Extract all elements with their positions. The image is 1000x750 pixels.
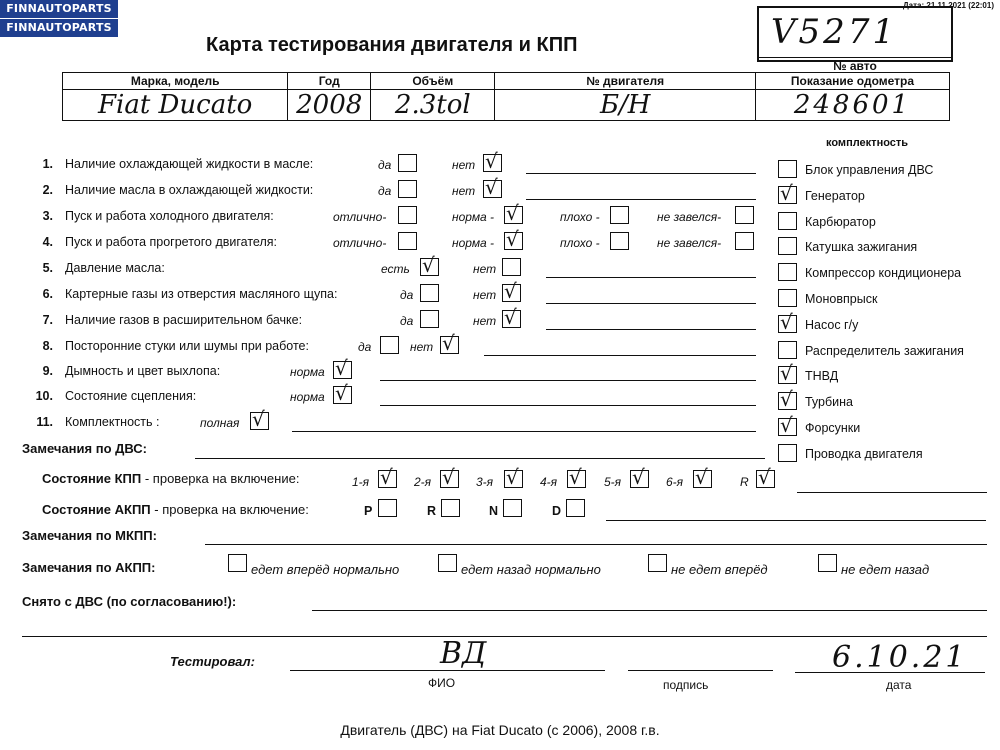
- check-number: 1.: [42, 157, 53, 171]
- check-mark-icon: √: [506, 201, 519, 225]
- odometer-value: 248601: [755, 90, 949, 121]
- check-label: Состояние сцепления:: [65, 389, 197, 403]
- completeness-checkbox[interactable]: [778, 309, 797, 334]
- site-logo[interactable]: FINNAUTOPARTS: [0, 0, 118, 18]
- option-label: да: [358, 340, 372, 354]
- option-checkbox[interactable]: [420, 284, 439, 302]
- option-label: отлично-: [333, 236, 387, 250]
- option-label: да: [400, 314, 414, 328]
- gear-label: R: [740, 475, 749, 489]
- option-checkbox[interactable]: [333, 356, 352, 380]
- completeness-label: Компрессор кондиционера: [805, 266, 962, 281]
- option-checkbox[interactable]: [380, 336, 399, 354]
- check-line[interactable]: [380, 405, 756, 406]
- check-mark-icon: √: [780, 361, 793, 386]
- page-title: Карта тестирования двигателя и КПП: [206, 34, 578, 56]
- signature-line[interactable]: [628, 670, 773, 671]
- completeness-checkbox[interactable]: [778, 212, 797, 230]
- gear-label: 4-я: [540, 475, 558, 489]
- gear-checkbox[interactable]: [504, 465, 523, 489]
- check-number: 5.: [42, 261, 53, 275]
- option-label: нет: [410, 340, 434, 354]
- akpp-option-checkbox[interactable]: [438, 554, 457, 572]
- check-line[interactable]: [526, 173, 756, 174]
- option-label: норма -: [452, 236, 495, 250]
- akpp-mode-label: R: [427, 504, 437, 518]
- akpp-option-label: едет назад нормально: [461, 562, 601, 577]
- mkpp-remarks-label: Замечания по МКПП:: [22, 528, 157, 543]
- check-label: Картерные газы из отверстия масляного щупа:: [65, 287, 338, 301]
- completeness-label: Турбина: [805, 395, 853, 410]
- extra-line[interactable]: [22, 636, 987, 637]
- col-odometer-header: Показание одометра: [755, 73, 949, 90]
- check-line[interactable]: [484, 355, 756, 356]
- akpp-mode-label: N: [489, 504, 499, 518]
- option-label: есть: [381, 262, 410, 276]
- page-caption: Двигатель (ДВС) на Fiat Ducato (с 2006), 2008 г.в.: [340, 722, 660, 738]
- option-label: нет: [452, 158, 476, 172]
- gear-checkbox[interactable]: [567, 465, 586, 489]
- check-label: Наличие охлаждающей жидкости в масле:: [65, 157, 314, 171]
- check-mark-icon: √: [442, 331, 455, 355]
- kpp-line[interactable]: [797, 492, 987, 493]
- check-line[interactable]: [526, 199, 756, 200]
- check-number: 7.: [42, 313, 53, 327]
- car-id-label: № авто: [833, 59, 877, 73]
- option-label: полная: [200, 416, 240, 430]
- check-mark-icon: √: [780, 387, 793, 412]
- date-label: дата: [886, 678, 912, 692]
- completeness-checkbox[interactable]: [778, 180, 797, 205]
- option-label: нет: [473, 314, 497, 328]
- dvs-remarks-label: Замечания по ДВС:: [22, 441, 147, 456]
- check-line[interactable]: [380, 380, 756, 381]
- check-number: 9.: [42, 364, 53, 378]
- completeness-checkbox[interactable]: [778, 263, 797, 281]
- option-checkbox[interactable]: [333, 381, 352, 405]
- option-checkbox[interactable]: [420, 253, 439, 277]
- option-checkbox[interactable]: [398, 232, 417, 250]
- check-mark-icon: √: [758, 465, 771, 489]
- option-checkbox[interactable]: [420, 310, 439, 328]
- completeness-title: комплектность: [826, 137, 909, 149]
- check-mark-icon: √: [506, 227, 519, 251]
- check-mark-icon: √: [252, 407, 265, 431]
- akpp-mode-label: P: [364, 504, 373, 518]
- check-label: Наличие газов в расширительном бачке:: [65, 313, 303, 327]
- check-line[interactable]: [546, 303, 756, 304]
- check-number: 11.: [36, 415, 53, 429]
- tester-initials: ВД: [440, 636, 487, 671]
- check-mark-icon: √: [780, 180, 793, 205]
- gear-checkbox[interactable]: [440, 465, 459, 489]
- akpp-line[interactable]: [606, 520, 986, 521]
- volume-value: 2.3tol: [371, 90, 495, 121]
- col-volume-header: Объём: [371, 73, 495, 90]
- gear-label: 2-я: [414, 475, 432, 489]
- option-label: не завелся-: [657, 236, 722, 250]
- col-year-header: Год: [288, 73, 371, 90]
- year-value: 2008: [288, 90, 371, 121]
- option-checkbox[interactable]: [483, 175, 502, 199]
- check-mark-icon: √: [695, 465, 708, 489]
- check-label: Комплектность :: [65, 415, 160, 429]
- check-mark-icon: √: [442, 465, 455, 489]
- check-mark-icon: √: [380, 465, 393, 489]
- akpp-mode-checkbox[interactable]: [378, 499, 397, 517]
- check-label: Наличие масла в охлаждающей жидкости:: [65, 183, 314, 197]
- option-label: не завелся-: [657, 210, 722, 224]
- akpp-mode-checkbox[interactable]: [441, 499, 460, 517]
- gear-label: 6-я: [666, 475, 684, 489]
- check-line[interactable]: [292, 431, 756, 432]
- vehicle-info-table: [62, 72, 950, 121]
- akpp-mode-label: D: [552, 504, 562, 518]
- tested-label: Тестировал:: [170, 654, 255, 669]
- akpp-option-label: не едет вперёд: [671, 562, 768, 577]
- check-mark-icon: √: [485, 149, 498, 173]
- gear-checkbox[interactable]: [630, 465, 649, 489]
- completeness-label: Распределитель зажигания: [805, 343, 964, 358]
- check-mark-icon: √: [632, 465, 645, 489]
- check-label: Давление масла:: [65, 261, 165, 275]
- check-mark-icon: √: [335, 356, 348, 380]
- option-checkbox[interactable]: [502, 305, 521, 329]
- completeness-checkbox[interactable]: [778, 160, 797, 178]
- option-label: норма: [290, 390, 325, 404]
- check-mark-icon: √: [504, 279, 517, 303]
- akpp-option-label: не едет назад: [841, 562, 930, 577]
- option-label: да: [378, 158, 392, 172]
- car-id-value: V5271: [771, 12, 898, 52]
- check-number: 2.: [42, 183, 53, 197]
- removed-line[interactable]: [312, 610, 987, 611]
- check-label: Посторонние стуки или шумы при работе:: [65, 339, 309, 353]
- option-label: плохо -: [560, 236, 600, 250]
- check-mark-icon: √: [569, 465, 582, 489]
- check-mark-icon: √: [780, 309, 793, 334]
- check-mark-icon: √: [506, 465, 519, 489]
- completeness-label: Карбюратор: [805, 214, 876, 229]
- date-stamp: Дата: 21.11.2021 (22:01): [902, 1, 994, 10]
- option-checkbox[interactable]: [610, 206, 629, 224]
- check-mark-icon: √: [780, 413, 793, 437]
- completeness-label: Насос г/у: [805, 317, 859, 332]
- akpp-remarks-label: Замечания по АКПП:: [22, 560, 156, 575]
- check-label: Пуск и работа холодного двигателя:: [65, 209, 274, 223]
- option-label: нет: [452, 184, 476, 198]
- completeness-label: Блок управления ДВС: [805, 163, 934, 177]
- option-checkbox[interactable]: [398, 154, 417, 172]
- akpp-option-checkbox[interactable]: [648, 554, 667, 572]
- akpp-option-label: едет вперёд нормально: [251, 562, 400, 577]
- mkpp-remarks-line[interactable]: [205, 544, 987, 545]
- signature-label: подпись: [663, 678, 709, 692]
- option-label: норма -: [452, 210, 495, 224]
- akpp-state-label: Состояние АКПП - проверка на включение:: [42, 502, 309, 517]
- check-number: 10.: [35, 389, 53, 403]
- option-checkbox[interactable]: [440, 331, 459, 355]
- akpp-option-checkbox[interactable]: [228, 554, 247, 572]
- check-mark-icon: √: [335, 381, 348, 405]
- gear-label: 5-я: [604, 475, 622, 489]
- fio-line[interactable]: [290, 670, 605, 671]
- gear-checkbox[interactable]: [693, 465, 712, 489]
- check-line[interactable]: [546, 277, 756, 278]
- option-checkbox[interactable]: [502, 279, 521, 303]
- akpp-option-checkbox[interactable]: [818, 554, 837, 572]
- test-date-value: 6.10.21: [832, 640, 968, 675]
- check-number: 6.: [42, 287, 53, 301]
- option-label: нет: [473, 288, 497, 302]
- check-line[interactable]: [546, 329, 756, 330]
- option-checkbox[interactable]: [483, 149, 502, 173]
- model-value: Fiat Ducato: [63, 90, 288, 121]
- removed-label: Снято с ДВС (по согласованию!):: [22, 594, 237, 609]
- option-checkbox[interactable]: [504, 227, 523, 251]
- gear-label: 1-я: [352, 475, 370, 489]
- option-label: плохо -: [560, 210, 600, 224]
- gear-checkbox[interactable]: [756, 465, 775, 489]
- gear-label: 3-я: [476, 475, 494, 489]
- check-mark-icon: √: [485, 175, 498, 199]
- option-label: норма: [290, 365, 325, 379]
- option-label: да: [400, 288, 414, 302]
- completeness-checkbox[interactable]: [778, 444, 797, 462]
- completeness-label: Форсунки: [805, 421, 861, 435]
- check-mark-icon: √: [504, 305, 517, 329]
- col-model-header: Марка, модель: [63, 73, 288, 90]
- option-checkbox[interactable]: [502, 258, 521, 276]
- option-checkbox[interactable]: [398, 180, 417, 198]
- check-label: Пуск и работа прогретого двигателя:: [65, 235, 277, 249]
- option-checkbox[interactable]: [735, 206, 754, 224]
- check-number: 4.: [42, 235, 53, 249]
- date-line[interactable]: [795, 672, 985, 673]
- completeness-label: Катушка зажигания: [805, 240, 918, 255]
- akpp-mode-checkbox[interactable]: [566, 499, 585, 517]
- completeness-label: Проводка двигателя: [805, 446, 923, 461]
- engine-number-value: Б/Н: [495, 90, 755, 121]
- completeness-checkbox[interactable]: [778, 289, 797, 307]
- completeness-checkbox[interactable]: [778, 387, 797, 412]
- option-checkbox[interactable]: [735, 232, 754, 250]
- dvs-remarks-line[interactable]: [195, 458, 765, 459]
- col-engine-number-header: № двигателя: [495, 73, 755, 90]
- completeness-label: ТНВД: [805, 369, 839, 384]
- completeness-checkbox[interactable]: [778, 237, 797, 255]
- akpp-mode-checkbox[interactable]: [503, 499, 522, 517]
- check-mark-icon: √: [422, 253, 435, 277]
- check-label: Дымность и цвет выхлопа:: [65, 364, 221, 378]
- fio-label: ФИО: [428, 676, 456, 690]
- site-logo-secondary[interactable]: FINNAUTOPARTS: [0, 19, 118, 37]
- option-checkbox[interactable]: [250, 407, 269, 431]
- completeness-checkbox[interactable]: [778, 341, 797, 359]
- option-checkbox[interactable]: [610, 232, 629, 250]
- check-number: 3.: [42, 209, 53, 223]
- option-checkbox[interactable]: [504, 201, 523, 225]
- completeness-label: Генератор: [805, 188, 865, 203]
- kpp-state-label: Состояние КПП - проверка на включение:: [42, 471, 300, 486]
- gear-checkbox[interactable]: [378, 465, 397, 489]
- completeness-checkbox[interactable]: [778, 361, 797, 386]
- completeness-checkbox[interactable]: [778, 413, 797, 437]
- completeness-label: Моновпрыск: [805, 292, 878, 306]
- car-id-box: [757, 6, 953, 73]
- option-label: отлично-: [333, 210, 387, 224]
- check-number: 8.: [42, 339, 53, 353]
- option-label: да: [378, 184, 392, 198]
- option-checkbox[interactable]: [398, 206, 417, 224]
- option-label: нет: [473, 262, 497, 276]
